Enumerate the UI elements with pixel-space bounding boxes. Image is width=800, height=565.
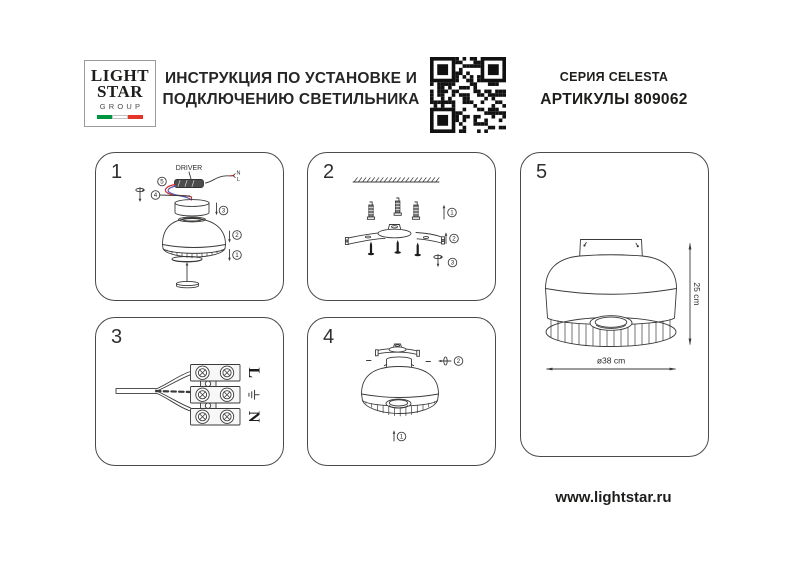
wire-l-label: L (236, 177, 241, 183)
logo-word-light: LIGHT (90, 66, 150, 85)
step-2-badge: 2 (456, 358, 461, 366)
articles-label: АРТИКУЛЫ 809062 (540, 91, 688, 108)
terminal-label-line: L (245, 367, 262, 379)
lightstar-logo (84, 60, 156, 127)
italian-flag-bar (97, 115, 143, 120)
series-label: СЕРИЯ CELESTA (559, 70, 669, 84)
screwdriver-turn-icon (434, 255, 443, 268)
step-panel-4 (307, 317, 496, 466)
terminal-label-neutral: N (245, 410, 262, 423)
step-4-badge: 4 (153, 192, 158, 200)
wiring-terminal-diagram (96, 318, 283, 465)
step-3-badge: 3 (450, 259, 455, 267)
panel-number: 1 (111, 161, 123, 183)
step-5-badge: 5 (160, 178, 164, 186)
exploded-assembly-diagram (96, 153, 283, 300)
step-3-badge: 3 (221, 207, 226, 215)
mounting-bracket-small (376, 344, 420, 356)
step-panel-1 (95, 152, 284, 301)
screwdriver-turn-icon (136, 188, 145, 203)
flag-red (128, 115, 143, 120)
mounting-screws (368, 240, 421, 256)
wire-n-label: N (236, 170, 241, 177)
driver-label: DRIVER (175, 165, 203, 172)
fixture-dimensions-diagram (521, 153, 708, 456)
title-line-1: ИНСТРУКЦИЯ ПО УСТАНОВКЕ И (164, 70, 418, 87)
step-panel-5 (520, 152, 709, 457)
panel-number: 4 (323, 326, 335, 348)
mounting-bracket (345, 225, 444, 245)
panel-number: 2 (323, 161, 335, 183)
step-1-badge: 1 (450, 209, 454, 217)
diameter-dimension (546, 356, 677, 371)
step-1-badge: 1 (399, 433, 404, 441)
fixture-attachment-diagram (308, 318, 495, 465)
flag-green (97, 115, 112, 120)
website-url: www.lightstar.ru (555, 489, 672, 506)
step-panel-3 (95, 317, 284, 466)
ceiling-plate (580, 240, 643, 257)
panel-number: 3 (111, 326, 123, 348)
panel-number: 5 (536, 161, 548, 183)
terminal-block (191, 365, 241, 426)
height-dimension (689, 243, 702, 346)
bracket-mounting-diagram (308, 153, 495, 300)
supply-cable (116, 389, 156, 394)
page-title (162, 68, 420, 110)
wall-anchors (367, 198, 419, 219)
logo-word-group: GROUP (99, 102, 144, 111)
step-panel-2 (307, 152, 496, 301)
flag-white (112, 115, 129, 120)
diameter-label: ø38 cm (596, 355, 626, 366)
earth-ground-symbol (249, 390, 259, 399)
step-2-badge: 2 (235, 232, 239, 240)
qr-code (430, 57, 506, 133)
logo-word-star: STAR (96, 82, 144, 101)
screwdriver-turn-icon (438, 357, 451, 365)
title-line-2: ПОДКЛЮЧЕНИЮ СВЕТИЛЬНИКА (162, 91, 420, 108)
series-info (521, 70, 707, 109)
step-2-badge: 2 (452, 235, 456, 243)
height-label: 25 cm (692, 282, 702, 306)
step-1-badge: 1 (235, 252, 239, 260)
